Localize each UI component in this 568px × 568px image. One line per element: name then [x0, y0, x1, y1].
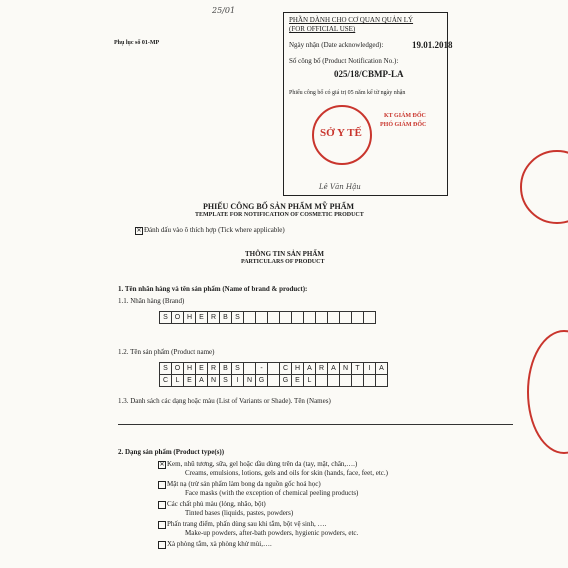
char-cell: I — [232, 375, 244, 387]
product-grid — [159, 362, 388, 387]
char-cell: S — [232, 312, 244, 324]
char-cell: B — [220, 312, 232, 324]
stamp-title-1: KT GIÁM ĐỐC — [384, 113, 426, 119]
official-seal — [312, 105, 372, 165]
char-cell — [292, 312, 304, 324]
char-cell — [268, 363, 280, 375]
char-cell: A — [376, 363, 388, 375]
q1-2-label: 1.2. Tên sản phẩm (Product name) — [118, 348, 215, 356]
char-cell: C — [280, 363, 292, 375]
char-cell — [268, 375, 280, 387]
char-cell: B — [220, 363, 232, 375]
official-title: PHẦN DÀNH CHO CƠ QUAN QUẢN LÝ — [289, 16, 414, 24]
char-cell — [352, 375, 364, 387]
char-cell: O — [172, 312, 184, 324]
char-cell — [364, 312, 376, 324]
section-vi: THÔNG TIN SẢN PHẨM — [245, 250, 325, 258]
char-cell: H — [292, 363, 304, 375]
char-cell: N — [244, 375, 256, 387]
char-cell — [316, 375, 328, 387]
type-label-vi: Phấn trang điểm, phấn dùng sau khi tắm, bột vệ sinh, …. — [167, 520, 327, 528]
char-cell — [316, 312, 328, 324]
char-cell: H — [184, 363, 196, 375]
type-label-en: Face masks (with the exception of chemical peeling products) — [185, 489, 359, 497]
char-cell: N — [208, 375, 220, 387]
char-cell: L — [172, 375, 184, 387]
char-cell: - — [256, 363, 268, 375]
tick-note: Đánh dấu vào ô thích hợp (Tick where applicable) — [144, 226, 285, 234]
type-label-en: Creams, emulsions, lotions, gels and oils for skin (hands, face, feet, etc.) — [185, 469, 388, 477]
q1-3-label: 1.3. Danh sách các dạng hoặc màu (List of Variants or Shade). Tên (Names) — [118, 397, 331, 405]
char-cell: S — [232, 363, 244, 375]
char-cell: S — [160, 312, 172, 324]
char-cell — [352, 312, 364, 324]
char-cell: L — [304, 375, 316, 387]
char-cell — [304, 312, 316, 324]
char-cell: T — [352, 363, 364, 375]
char-cell: O — [172, 363, 184, 375]
title-en: TEMPLATE FOR NOTIFICATION OF COSMETIC PRODUCT — [195, 212, 364, 218]
date-label: Ngày nhận (Date acknowledged): — [289, 41, 384, 49]
char-cell: R — [316, 363, 328, 375]
q1-heading: 1. Tên nhãn hàng và tên sản phẩm (Name of brand & product): — [118, 285, 308, 293]
type-label-en: Tinted bases (liquids, pastes, powders) — [185, 509, 294, 517]
char-cell: C — [160, 375, 172, 387]
type-label-vi: Xà phòng tắm, xà phòng khử mùi,…. — [167, 540, 272, 548]
validity-note: Phiếu công bố có giá trị 05 năm kể từ ngày nhận — [289, 90, 406, 96]
seal-text: SỞ Y TẾ — [320, 127, 362, 139]
q1-1-label: 1.1. Nhãn hàng (Brand) — [118, 297, 185, 305]
char-cell — [256, 312, 268, 324]
char-cell — [280, 312, 292, 324]
appendix-label: Phụ lục số 01-MP — [114, 40, 160, 46]
char-cell: I — [364, 363, 376, 375]
char-cell — [244, 312, 256, 324]
char-cell: E — [184, 375, 196, 387]
type-label-vi: Kem, nhũ tương, sữa, gel hoặc dầu dùng trên da (tay, mặt, chân,….) — [167, 460, 358, 468]
char-cell: G — [280, 375, 292, 387]
char-cell — [328, 312, 340, 324]
char-cell: G — [256, 375, 268, 387]
section-en: PARTICULARS OF PRODUCT — [241, 259, 325, 265]
char-cell — [340, 312, 352, 324]
char-cell: R — [208, 312, 220, 324]
type-label-vi: Mặt nạ (trừ sản phẩm làm bong da nguồn gốc hoá học) — [167, 480, 321, 488]
char-cell: A — [196, 375, 208, 387]
handwritten-note: 25/01 — [212, 6, 236, 15]
char-cell — [268, 312, 280, 324]
signature-name: Lê Văn Hậu — [319, 183, 361, 191]
char-cell: A — [304, 363, 316, 375]
char-cell — [340, 375, 352, 387]
type-checkbox[interactable]: ✕ — [159, 462, 165, 468]
number-value: 025/18/CBMP-LA — [334, 69, 404, 79]
char-cell: E — [196, 363, 208, 375]
official-use-box — [283, 12, 453, 196]
char-cell — [364, 375, 376, 387]
blank-line — [118, 424, 513, 425]
q2-heading: 2. Dạng sản phẩm (Product type(s)) — [118, 448, 225, 456]
char-cell: E — [292, 375, 304, 387]
side-seal-2 — [527, 330, 568, 454]
date-value: 19.01.2018 — [412, 40, 453, 50]
official-title-en: (FOR OFFICIAL USE) — [289, 25, 356, 33]
char-cell: S — [220, 375, 232, 387]
title-vi: PHIẾU CÔNG BỐ SẢN PHẨM MỸ PHẨM — [203, 202, 355, 211]
type-checkbox[interactable] — [158, 521, 166, 529]
brand-grid — [159, 311, 376, 324]
char-cell — [328, 375, 340, 387]
type-label-en: Make-up powders, after-bath powders, hygienic powders, etc. — [185, 529, 359, 537]
type-label-vi: Các chất phủ màu (lỏng, nhão, bột) — [167, 500, 266, 508]
char-cell — [376, 375, 388, 387]
tick-box: ✕ — [136, 228, 142, 234]
char-cell: E — [196, 312, 208, 324]
side-seal — [520, 150, 568, 224]
type-checkbox[interactable] — [158, 541, 166, 549]
type-checkbox[interactable] — [158, 481, 166, 489]
char-cell: N — [340, 363, 352, 375]
stamp-title-2: PHÓ GIÁM ĐỐC — [380, 122, 427, 128]
char-cell: A — [328, 363, 340, 375]
char-cell — [244, 363, 256, 375]
char-cell: R — [208, 363, 220, 375]
type-checkbox[interactable] — [158, 501, 166, 509]
char-cell: H — [184, 312, 196, 324]
char-cell: S — [160, 363, 172, 375]
number-label: Số công bố (Product Notification No.): — [289, 57, 399, 65]
